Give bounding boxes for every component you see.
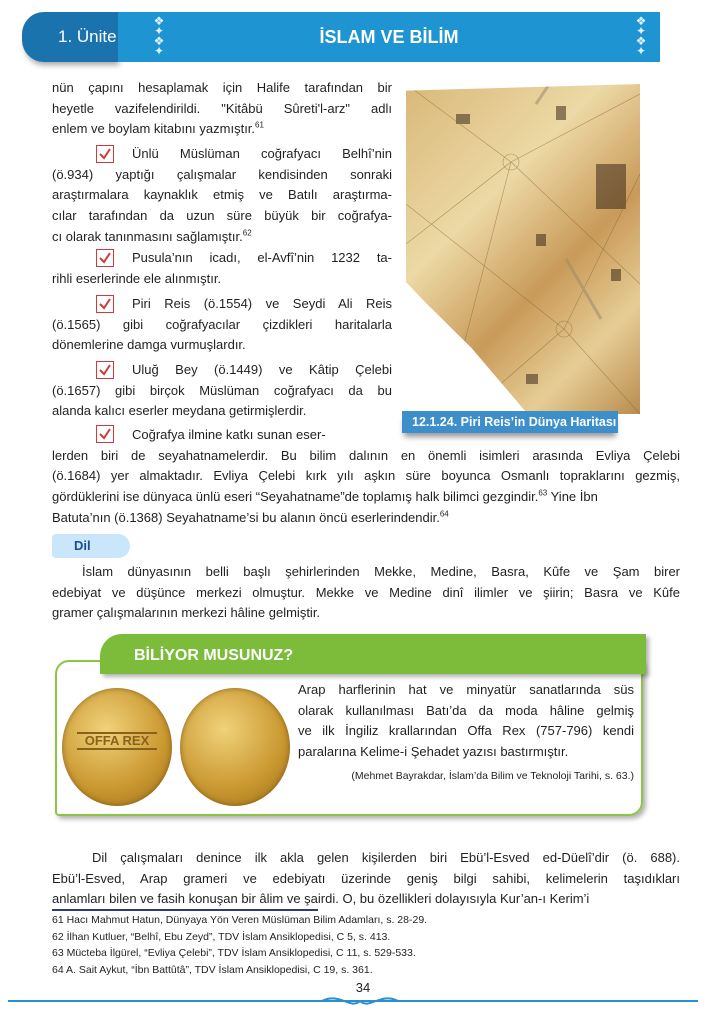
text-line: araştırmalara kaynaklık etmiş ve Batılı araştırma- bbox=[52, 187, 392, 203]
text-line: cı olarak tanınmasını sağlamıştır.$^{62}$ bbox=[52, 228, 252, 244]
footnote-ref: 63 bbox=[538, 488, 548, 498]
text-line: paralarına Kelime-i Şehadet yazısı bastırmıştır. bbox=[298, 744, 569, 760]
text-line: (ö.934) yaptığı çalışmalar kendisinden sonraki bbox=[52, 166, 392, 182]
did-you-know-text bbox=[298, 680, 634, 763]
section-label-dil: Dil bbox=[52, 534, 130, 558]
piri-reis-map-image bbox=[406, 84, 640, 414]
text-line: lerden biri de seyahatnamelerdir. Bu bilim dalının en önemli isimleri arasında Evliya Çelebi bbox=[52, 447, 680, 463]
text-line: gördüklerini ise dünyaca ünlü eseri “Seyahatname”de toplamış halk bilimci gezgindir.$^{63}$ Yine İbn bbox=[52, 488, 598, 505]
text-line: Piri Reis (ö.1554) ve Seydi Ali Reis bbox=[132, 296, 392, 311]
offa-coin-front-image bbox=[62, 688, 172, 806]
figure-caption: 12.1.24. Piri Reis’in Dünya Haritası bbox=[402, 411, 618, 433]
checkmark-icon bbox=[96, 361, 114, 379]
text-line: (ö.1565) gibi coğrafyacılar çizdikleri haritalarla bbox=[52, 316, 392, 332]
did-you-know-source: (Mehmet Bayrakdar, İslam’da Bilim ve Teknoloji Tarihi, s. 63.) bbox=[351, 770, 634, 782]
text-line: Dil çalışmaları denince ilk akla gelen kişilerden biri Ebü’l-Esved ed-Düelî’dir (ö. 688). bbox=[92, 850, 680, 865]
footnote-ref: 62 bbox=[242, 228, 252, 238]
dil-paragraph bbox=[52, 562, 680, 624]
text-line: rihli eserlerinde ele alınmıştır. bbox=[52, 270, 222, 286]
text-line: gramer çalışmalarının merkezi hâline gelmiştir. bbox=[52, 605, 321, 621]
did-you-know-title: BİLİYOR MUSUNUZ? bbox=[100, 634, 646, 674]
text-line: edebiyat ve düşünce merkezi olmuştur. Mekke ve Medine dinî ilimler ve şiirin; Basra ve Kûfe bbox=[52, 584, 680, 600]
footnote: 63 Mücteba İlgürel, “Evliya Çelebi”, TDV İslam Ansiklopedisi, C 11, s. 529-533. bbox=[52, 947, 416, 959]
footnote: 62 İlhan Kutluer, “Belhî, Ebu Zeyd”, TDV İslam Ansiklopedisi, C 5, s. 413. bbox=[52, 930, 391, 943]
text-line: ve ilk İngiliz krallarından Offa Rex (757-796) kendi bbox=[298, 723, 634, 739]
text-line: (ö.1657) gibi birçok Müslüman coğrafyacı da bu bbox=[52, 382, 392, 398]
offa-coin-back-image bbox=[180, 688, 290, 806]
chapter-title: İSLAM VE BİLİM bbox=[319, 27, 459, 47]
text-line: Coğrafya ilmine katkı sunan eser- bbox=[132, 427, 326, 442]
footnote: 61 Hacı Mahmut Hatun, Dünyaya Yön Veren Müslüman Bilim Adamları, s. 28-29. bbox=[52, 914, 428, 926]
text-fragment: Yine İbn bbox=[547, 489, 598, 505]
ornament-icon: ❖ ✦ ❖ ✦ bbox=[635, 14, 647, 58]
checkmark-icon bbox=[96, 295, 114, 313]
chapter-title-bar bbox=[118, 12, 660, 62]
text-line: Ünlü Müslüman coğrafyacı Belhî’nin bbox=[132, 146, 392, 161]
ornament-icon: ❖ ✦ ❖ ✦ bbox=[153, 14, 165, 58]
checkmark-icon bbox=[96, 425, 114, 443]
text-line: dönemlerine damga vurmuşlardır. bbox=[52, 337, 246, 353]
text-line: nün çapını hesaplamak için Halife tarafından bir bbox=[52, 80, 392, 95]
text-line: Uluğ Bey (ö.1449) ve Kâtip Çelebi bbox=[132, 362, 392, 377]
unit-tab bbox=[22, 12, 122, 62]
text-line: Batuta’nın (ö.1368) Seyahatname’si bu alanın öncü eserlerindendir.$^{64}$ bbox=[52, 509, 449, 525]
footer-flourish-icon bbox=[320, 992, 400, 1010]
text-line: Arap harflerinin hat ve minyatür sanatlarında süs bbox=[298, 682, 634, 697]
footnote-divider bbox=[52, 909, 318, 911]
text-line: cılar tarafından da uzun süre büyük bir coğrafya- bbox=[52, 208, 392, 224]
text-line: olarak kullanılması Batı’da da moda hâline gelmiş bbox=[298, 702, 634, 718]
unit-label: 1. Ünite bbox=[58, 27, 117, 46]
checkmark-icon bbox=[96, 145, 114, 163]
footnote-ref: 64 bbox=[439, 509, 449, 519]
text-line: alanda kalıcı eserler meydana getirmişlerdir. bbox=[52, 403, 307, 419]
footnotes bbox=[52, 912, 427, 978]
footnote: 64 A. Sait Aykut, “İbn Battûtâ”, TDV İslam Ansiklopedisi, C 19, s. 361. bbox=[52, 963, 373, 976]
text-line: anlamları bilen ve fasih konuşan bir âlim ve şairdi. O, bu özellikleri dolayısıyla Kur’an-ı Kerim’i bbox=[52, 891, 590, 907]
intro-paragraph bbox=[52, 78, 392, 140]
checkmark-icon bbox=[96, 249, 114, 267]
text-line: Ebü’l-Esved, Arap grameri ve edebiyatı üzerinde geniş bilgi sahibi, kelimelerin taşıdıkları bbox=[52, 870, 680, 886]
text-line: enlem ve boylam kitabını yazmıştır.$^{61}$ bbox=[52, 121, 264, 137]
text-line: heyetle vazifelendirildi. "Kitâbü Sûreti'l-arz" adlı bbox=[52, 100, 392, 116]
text-line: (ö.1684) yer almaktadır. Evliya Çelebi kırk yılı aşkın süre boyunca Osmanlı topraklarını gezmiş, bbox=[52, 468, 680, 484]
page-number: 34 bbox=[355, 980, 371, 995]
text-line: Pusula’nın icadı, el-Avfî’nin 1232 ta- bbox=[132, 250, 392, 265]
footnote-ref: 61 bbox=[255, 121, 264, 131]
travel-paragraph bbox=[52, 425, 680, 528]
text-line: İslam dünyasının belli başlı şehirlerinden Mekke, Medine, Basra, Kûfe ve Şam birer bbox=[82, 564, 680, 579]
coin-inscription: OFFA REX bbox=[77, 732, 157, 750]
closing-paragraph bbox=[52, 848, 680, 910]
